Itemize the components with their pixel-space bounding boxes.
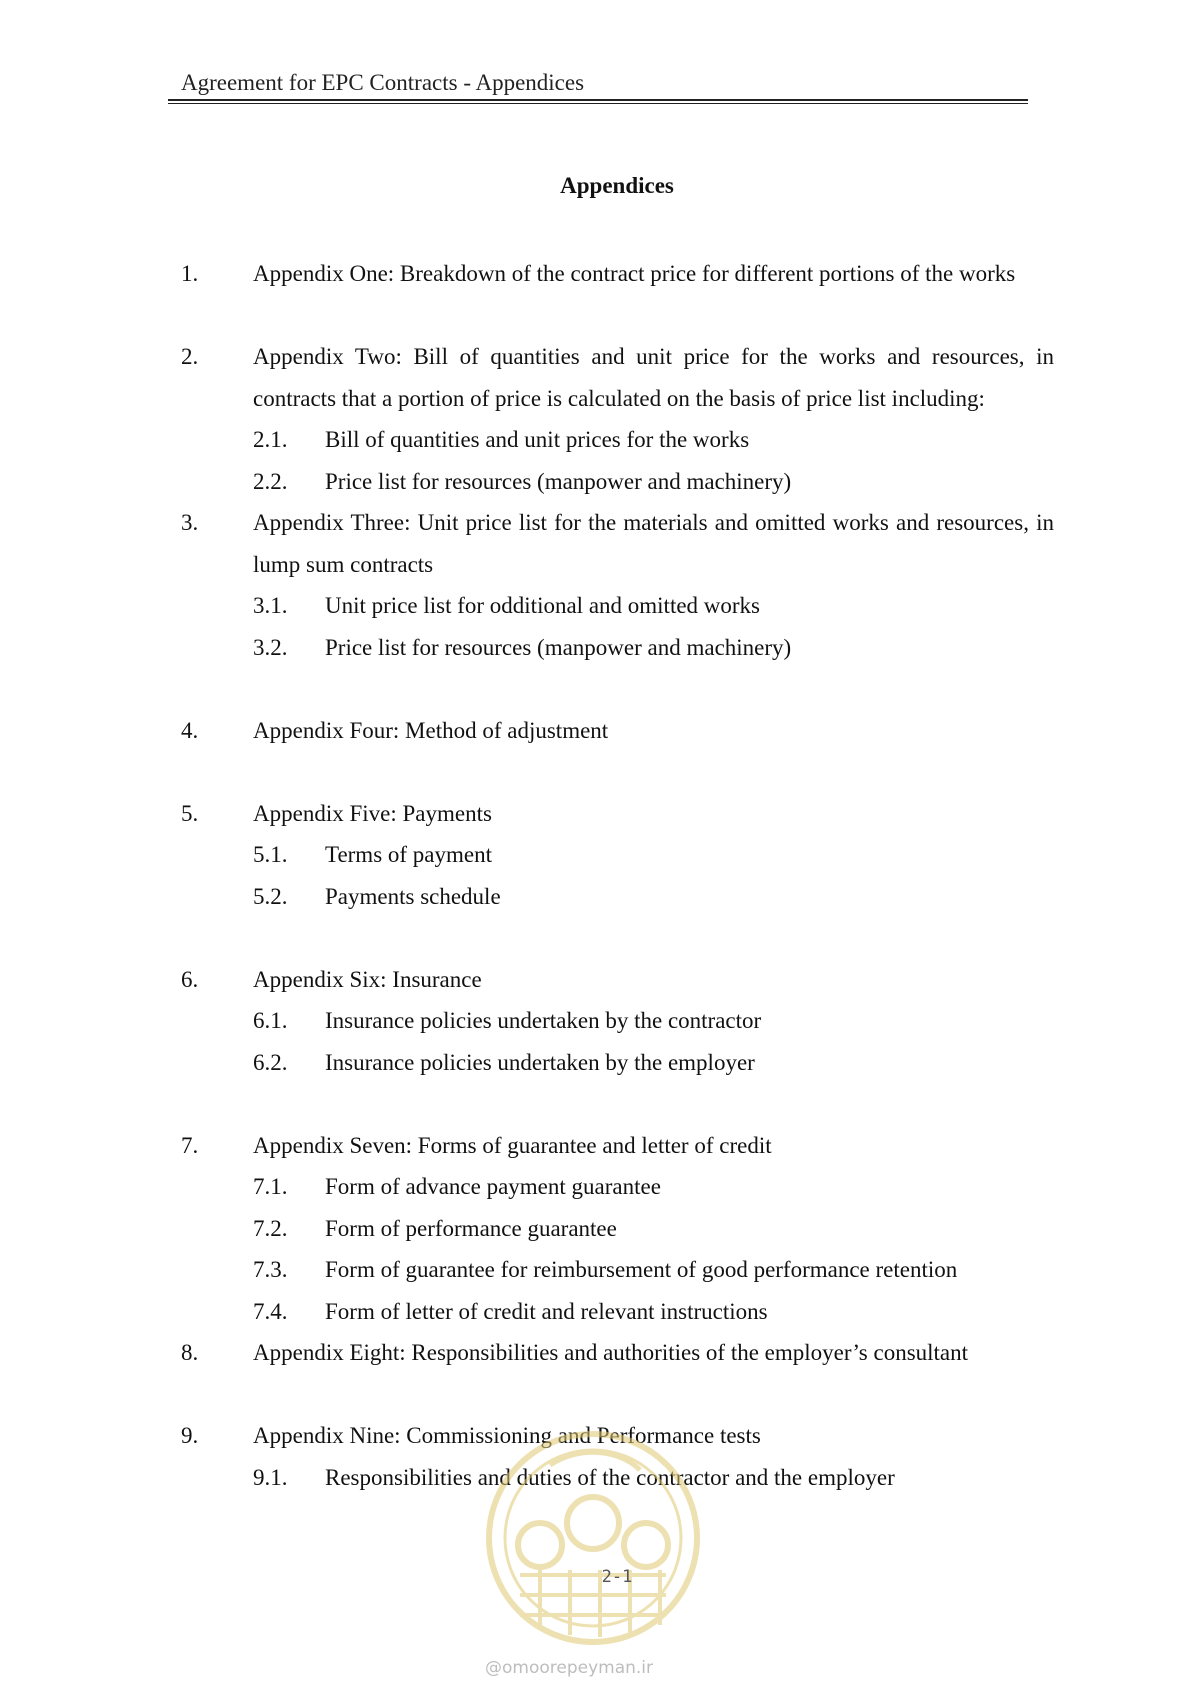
sub-item — [253, 461, 1054, 503]
item-text: Appendix Two: Bill of quantities and unit price for the works and resources, in contracts that a portion of price is calculated on the basis of price list including: — [253, 344, 1054, 411]
appendix-list — [181, 253, 1054, 1498]
item-text: Appendix Seven: Forms of guarantee and letter of credit — [253, 1132, 772, 1158]
sub-item-number: 6.1. — [253, 1008, 288, 1033]
sub-item-text: Bill of quantities and unit prices for the works — [325, 427, 750, 452]
sub-item-text: Form of guarantee for reimbursement of good performance retention — [325, 1257, 958, 1282]
item-text: Appendix Three: Unit price list for the materials and omitted works and resources, in lump sum contracts — [253, 510, 1054, 577]
sub-item-number: 6.2. — [253, 1049, 288, 1075]
item-number: 3. — [181, 510, 199, 535]
sub-item-number: 7.4. — [253, 1298, 288, 1324]
sub-item-number: 3.1. — [253, 593, 288, 618]
list-item — [181, 336, 1054, 419]
list-item — [181, 1332, 1054, 1374]
sub-item-text: Form of performance guarantee — [325, 1215, 617, 1241]
sub-item — [253, 585, 1054, 627]
sub-item-number: 9.1. — [253, 1464, 288, 1490]
header-rule — [168, 99, 1028, 101]
item-number: 1. — [181, 261, 199, 286]
sub-item-number: 7.1. — [253, 1174, 288, 1199]
page-title: Appendices — [560, 173, 674, 198]
item-number: 4. — [181, 717, 199, 743]
item-text: Appendix Five: Payments — [253, 800, 492, 826]
sub-item — [253, 627, 1054, 669]
sub-item-text: Price list for resources (manpower and machinery) — [325, 468, 792, 494]
sub-item — [253, 834, 1054, 876]
watermark-seal-icon — [480, 1425, 706, 1651]
sub-item — [253, 419, 1054, 461]
running-header: Agreement for EPC Contracts - Appendices — [181, 70, 585, 95]
item-text: Appendix One: Breakdown of the contract price for different portions of the works — [253, 261, 1016, 286]
page-number: 2-1 — [601, 1567, 633, 1587]
sub-item-number: 7.2. — [253, 1215, 288, 1241]
sub-item-number: 7.3. — [253, 1257, 288, 1282]
item-number: 7. — [181, 1132, 199, 1158]
item-number: 5. — [181, 800, 199, 826]
sub-item — [253, 1249, 1054, 1291]
sub-item-number: 2.2. — [253, 468, 288, 494]
watermark-site: @omoorepeyman.ir — [485, 1658, 654, 1678]
list-item — [181, 253, 1054, 295]
sub-item-text: Insurance policies undertaken by the contractor — [325, 1008, 762, 1033]
sub-item — [253, 1166, 1054, 1208]
sub-item — [253, 1291, 1054, 1333]
sub-item-text: Price list for resources (manpower and machinery) — [325, 634, 792, 660]
sub-item-text: Form of letter of credit and relevant instructions — [325, 1298, 768, 1324]
item-number: 9. — [181, 1423, 199, 1448]
list-item — [181, 1125, 1054, 1167]
item-text: Appendix Nine: Commissioning and Performance tests — [253, 1423, 761, 1448]
sub-item — [253, 1208, 1054, 1250]
sub-item-text: Unit price list for odditional and omitted works — [325, 593, 761, 618]
sub-item-number: 2.1. — [253, 427, 288, 452]
list-item — [181, 710, 1054, 752]
header-rule-thin — [168, 103, 1028, 104]
sub-item-text: Form of advance payment guarantee — [325, 1174, 661, 1199]
list-item — [181, 793, 1054, 835]
sub-item-text: Responsibilities and duties of the contractor and the employer — [325, 1464, 895, 1490]
sub-item-number: 5.1. — [253, 842, 288, 867]
sub-item-text: Payments schedule — [325, 883, 501, 909]
sub-item-text: Terms of payment — [325, 842, 493, 867]
sub-item — [253, 1042, 1054, 1084]
item-number: 6. — [181, 966, 199, 992]
item-text: Appendix Eight: Responsibilities and authorities of the employer’s consultant — [253, 1340, 969, 1365]
sub-item-number: 3.2. — [253, 634, 288, 660]
list-item — [181, 502, 1054, 585]
list-item — [181, 959, 1054, 1001]
sub-item — [253, 1000, 1054, 1042]
item-text: Appendix Four: Method of adjustment — [253, 717, 609, 743]
item-number: 2. — [181, 344, 199, 369]
item-number: 8. — [181, 1340, 199, 1365]
item-text: Appendix Six: Insurance — [253, 966, 482, 992]
sub-item-number: 5.2. — [253, 883, 288, 909]
sub-item-text: Insurance policies undertaken by the employer — [325, 1049, 755, 1075]
sub-item — [253, 876, 1054, 918]
